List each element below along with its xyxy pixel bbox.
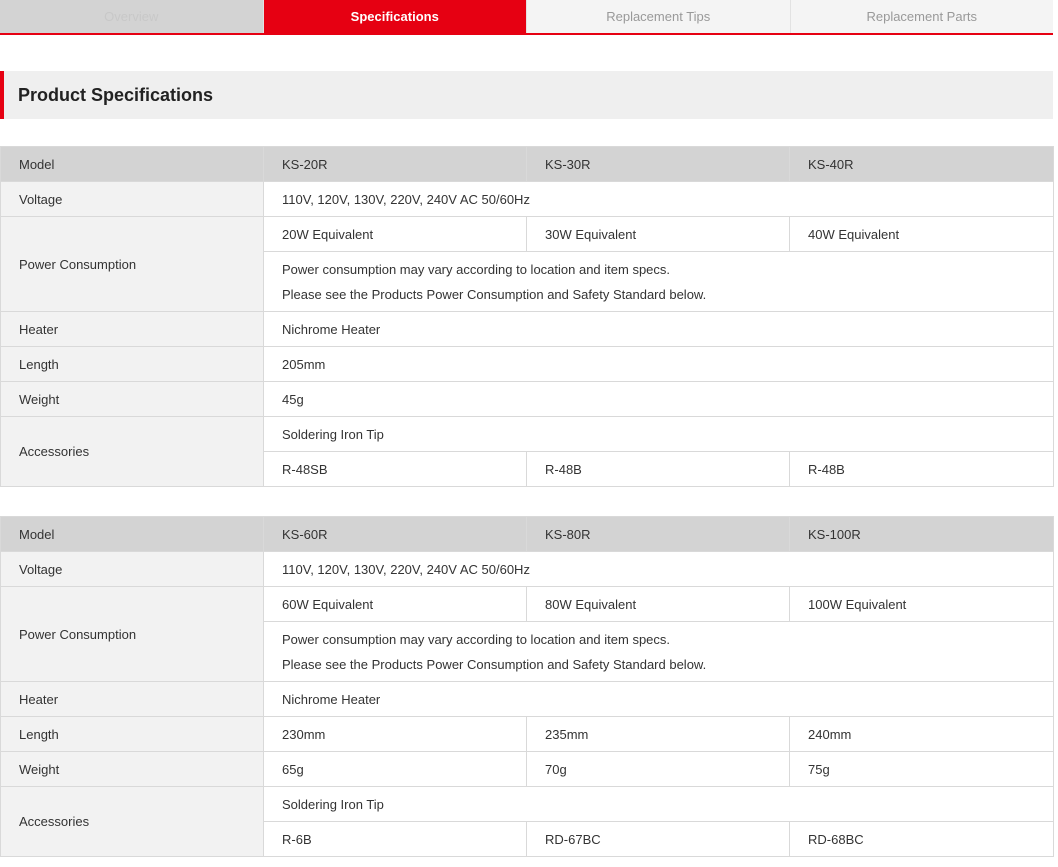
- power-cell: 80W Equivalent: [527, 587, 790, 622]
- row-label-voltage: Voltage: [1, 182, 264, 217]
- length-cell: 205mm: [264, 347, 1054, 382]
- table-row-accessories: [1, 787, 1054, 822]
- model-cell: KS-40R: [790, 147, 1054, 182]
- voltage-cell: 110V, 120V, 130V, 220V, 240V AC 50/60Hz: [264, 182, 1054, 217]
- tab-replacement-parts[interactable]: Replacement Parts: [791, 0, 1054, 33]
- accessory-cell: RD-67BC: [527, 822, 790, 857]
- tab-replacement-tips[interactable]: Replacement Tips: [527, 0, 791, 33]
- power-note-line-1: Power consumption may vary according to location and item specs.: [282, 261, 671, 277]
- model-cell: KS-60R: [264, 517, 527, 552]
- row-label-heater: Heater: [1, 312, 264, 347]
- table-row-model: [1, 147, 1054, 182]
- power-cell: 100W Equivalent: [790, 587, 1054, 622]
- model-cell: KS-100R: [790, 517, 1054, 552]
- spec-table-1: [0, 146, 1054, 487]
- row-label-accessories: Accessories: [1, 787, 264, 857]
- power-note-line-2: Please see the Products Power Consumption and Safety Standard below.: [282, 286, 707, 302]
- row-label-power: Power Consumption: [1, 587, 264, 682]
- row-label-voltage: Voltage: [1, 552, 264, 587]
- power-cell: 30W Equivalent: [527, 217, 790, 252]
- power-cell: 60W Equivalent: [264, 587, 527, 622]
- length-cell: 230mm: [264, 717, 527, 752]
- model-cell: KS-20R: [264, 147, 527, 182]
- row-label-power: Power Consumption: [1, 217, 264, 312]
- length-cell: 240mm: [790, 717, 1054, 752]
- length-cell: 235mm: [527, 717, 790, 752]
- accessories-title-cell: Soldering Iron Tip: [264, 787, 1054, 822]
- table-row-length: [1, 347, 1054, 382]
- weight-cell: 65g: [264, 752, 527, 787]
- table-row-heater: [1, 682, 1054, 717]
- heater-cell: Nichrome Heater: [264, 312, 1054, 347]
- tab-bar: [0, 0, 1053, 35]
- accessory-cell: R-48B: [527, 452, 790, 487]
- weight-cell: 70g: [527, 752, 790, 787]
- weight-cell: 45g: [264, 382, 1054, 417]
- heater-cell: Nichrome Heater: [264, 682, 1054, 717]
- power-note-cell: [264, 252, 1054, 312]
- accessory-cell: RD-68BC: [790, 822, 1054, 857]
- power-cell: 20W Equivalent: [264, 217, 527, 252]
- model-cell: KS-80R: [527, 517, 790, 552]
- accessory-cell: R-48B: [790, 452, 1054, 487]
- table-row-power: [1, 217, 1054, 252]
- table-row-voltage: [1, 552, 1054, 587]
- row-label-accessories: Accessories: [1, 417, 264, 487]
- table-row-weight: [1, 752, 1054, 787]
- table-row-power: [1, 587, 1054, 622]
- weight-cell: 75g: [790, 752, 1054, 787]
- row-label-weight: Weight: [1, 382, 264, 417]
- power-note-line-2: Please see the Products Power Consumption and Safety Standard below.: [282, 656, 707, 672]
- accessory-cell: R-6B: [264, 822, 527, 857]
- row-label-weight: Weight: [1, 752, 264, 787]
- table-row-accessories: [1, 417, 1054, 452]
- tab-specifications[interactable]: Specifications: [264, 0, 528, 33]
- row-label-model: Model: [1, 147, 264, 182]
- voltage-cell: 110V, 120V, 130V, 220V, 240V AC 50/60Hz: [264, 552, 1054, 587]
- table-row-weight: [1, 382, 1054, 417]
- table-row-model: [1, 517, 1054, 552]
- power-note-cell: [264, 622, 1054, 682]
- table-row-length: [1, 717, 1054, 752]
- row-label-model: Model: [1, 517, 264, 552]
- section-title: Product Specifications: [0, 71, 1053, 119]
- accessories-title-cell: Soldering Iron Tip: [264, 417, 1054, 452]
- tab-overview[interactable]: Overview: [0, 0, 264, 33]
- row-label-heater: Heater: [1, 682, 264, 717]
- spec-table-2: [0, 516, 1054, 857]
- model-cell: KS-30R: [527, 147, 790, 182]
- accessory-cell: R-48SB: [264, 452, 527, 487]
- table-row-voltage: [1, 182, 1054, 217]
- power-note-line-1: Power consumption may vary according to location and item specs.: [282, 631, 671, 647]
- power-cell: 40W Equivalent: [790, 217, 1054, 252]
- row-label-length: Length: [1, 347, 264, 382]
- row-label-length: Length: [1, 717, 264, 752]
- table-row-heater: [1, 312, 1054, 347]
